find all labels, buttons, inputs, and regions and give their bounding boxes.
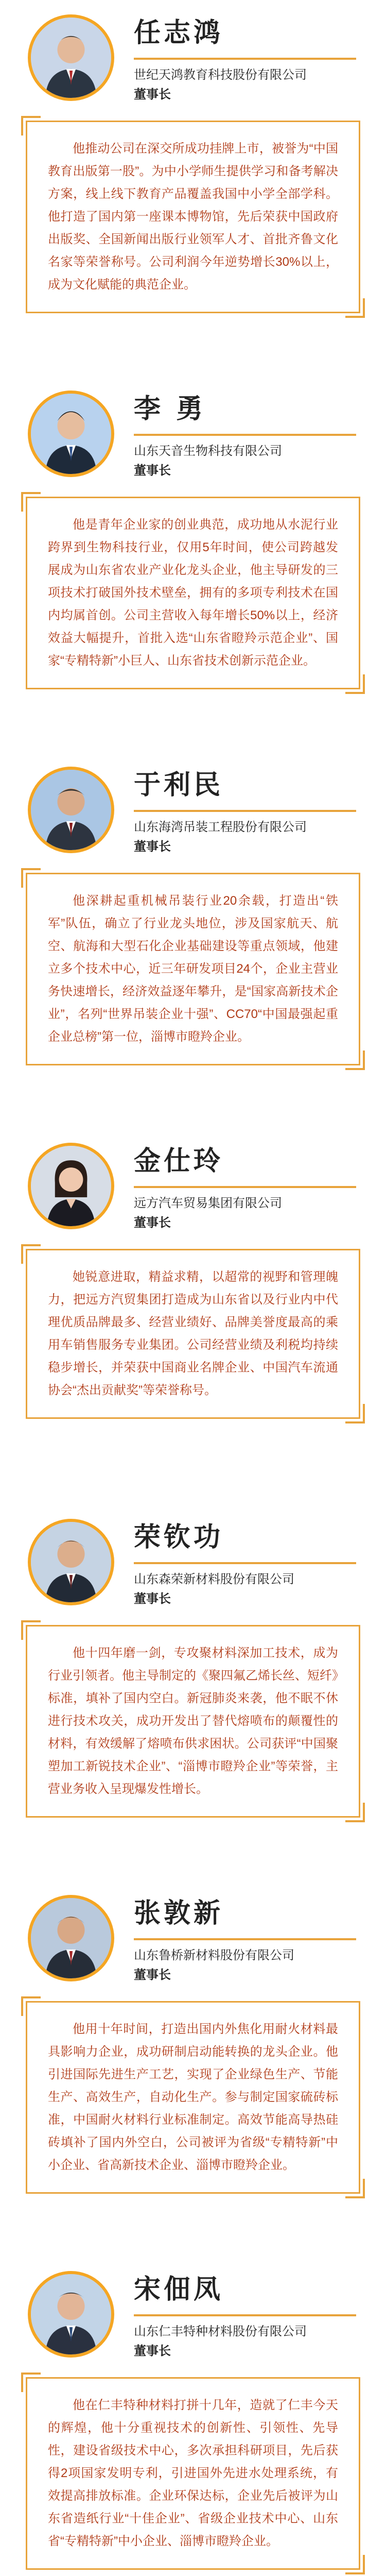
bio-frame <box>26 2377 360 2570</box>
person-name: 于利民 <box>134 769 224 801</box>
bio-frame <box>26 1625 360 1818</box>
name-underline <box>134 1938 356 1940</box>
profile-header <box>15 1504 371 1623</box>
company-name: 山东鲁桥新材料股份有限公司 <box>134 1948 294 1962</box>
job-title: 董事长 <box>134 1216 171 1230</box>
profile-header <box>15 2257 371 2375</box>
job-title: 董事长 <box>134 2344 171 2358</box>
person-name: 李 勇 <box>134 393 206 425</box>
company-name: 远方汽车贸易集团有限公司 <box>134 1196 282 1210</box>
portrait-photo <box>28 1895 114 1981</box>
bio-frame <box>26 497 360 689</box>
name-underline <box>134 434 356 436</box>
portrait-photo <box>28 767 114 853</box>
name-underline <box>134 1186 356 1188</box>
person-silhouette-icon <box>31 18 111 98</box>
job-title: 董事长 <box>134 88 171 101</box>
company-name: 山东海湾吊装工程股份有限公司 <box>134 820 307 834</box>
company-name: 山东天音生物科技有限公司 <box>134 444 282 458</box>
name-underline <box>134 58 356 60</box>
person-silhouette-icon <box>31 2274 111 2354</box>
bio-frame <box>26 121 360 313</box>
job-title: 董事长 <box>134 840 171 854</box>
profile-card <box>15 1504 371 1818</box>
company-name: 山东仁丰特种材料股份有限公司 <box>134 2325 307 2338</box>
portrait-photo <box>28 14 114 101</box>
bio-text: 他十四年磨一剑，专攻聚材料深加工技术，成为行业引领者。他主导制定的《聚四氟乙烯长丝、短纤》标准，填补了国内空白。新冠肺炎来袭，他不眠不休进行技术攻关，成功开发出了替代熔喷布的颠覆性的材料，有效缓解了熔喷布供求困状。公司获评“中国聚塑加工新锐技术企业”、“淄博市瞪羚企业”等荣誉，主营业务收入呈现爆发性增长。 <box>48 1646 338 1796</box>
job-title: 董事长 <box>134 1592 171 1606</box>
person-name: 任志鸿 <box>134 17 224 48</box>
portrait-photo <box>28 1519 114 1605</box>
bio-text: 她锐意进取，精益求精，以超常的视野和管理魄力，把远方汽贸集团打造成为山东省以及行业内中代理优质品牌最多、经营业绩好、品牌美誉度最高的乘用车销售服务专业集团。公司经营业绩及利税均持续稳步增长，并荣获中国商业名牌企业、中国汽车流通协会“杰出贡献奖”等荣誉称号。 <box>48 1270 338 1397</box>
bio-text: 他在仁丰特种材料打拼十几年，造就了仁丰今天的辉煌，他十分重视技术的创新性、引领性、先导性，建设省级技术中心，多次承担科研项目，先后获得2项国家发明专利，引进国外先进水处理系统，有效提高排放标准。企业环保达标，企业先后被评为山东省造纸行业“十佳企业”、省级企业技术中心、山东省“专精特新”中小企业、淄博市瞪羚企业。 <box>48 2398 338 2548</box>
profile-header <box>15 0 371 118</box>
profile-card <box>15 376 371 689</box>
person-silhouette-icon <box>31 394 111 474</box>
profile-header <box>15 1880 371 1999</box>
person-name: 张敦新 <box>134 1897 224 1929</box>
bio-frame <box>26 1249 360 1419</box>
profile-card <box>15 0 371 313</box>
profile-header <box>15 376 371 495</box>
profile-card <box>15 752 371 1065</box>
company-name: 山东森荣新材料股份有限公司 <box>134 1572 294 1586</box>
person-silhouette-icon <box>31 1898 111 1978</box>
profile-card <box>15 1128 371 1419</box>
bio-text: 他是青年企业家的创业典范，成功地从水泥行业跨界到生物科技行业，仅用5年时间，使公司跨越发展成为山东省农业产业化龙头企业，他主导研发的三项技术打破国外技术壁垒，拥有的多项专利技术在国内均属首创。公司主营收入每年增长50%以上，经济效益大幅提升，首批入选“山东省瞪羚示范企业”、国家“专精特新”小巨人、山东省技术创新示范企业。 <box>48 518 338 668</box>
name-underline <box>134 2314 356 2316</box>
job-title: 董事长 <box>134 464 171 478</box>
profile-card <box>15 1880 371 2194</box>
portrait-photo <box>28 391 114 477</box>
portrait-photo <box>28 2271 114 2358</box>
profile-card <box>15 2257 371 2570</box>
company-name: 世纪天鸿教育科技股份有限公司 <box>134 68 307 82</box>
person-silhouette-icon <box>31 1522 111 1602</box>
bio-text: 他用十年时间，打造出国内外焦化用耐火材料最具影响力企业，成功研制启动能转换的龙头企业。他引进国际先进生产工艺，实现了企业绿色生产、节能生产、高效生产，自动化生产。参与制定国家硫砖标准，中国耐火材料行业标准制定。高效节能高导热硅砖填补了国内外空白，公司被评为省级“专精特新”中小企业、省高新技术企业、淄博市瞪羚企业。 <box>48 2022 338 2172</box>
person-name: 荣钦功 <box>134 1521 224 1553</box>
name-underline <box>134 810 356 812</box>
name-underline <box>134 1562 356 1564</box>
bio-frame <box>26 2001 360 2194</box>
person-silhouette-icon <box>31 1146 111 1226</box>
person-silhouette-icon <box>31 770 111 850</box>
bio-text: 他推动公司在深交所成功挂牌上市，被誉为“中国教育出版第一股”。为中小学师生提供学习和备考解决方案，线上线下教育产品覆盖我国中小学全部学科。他打造了国内第一座课本博物馆，先后荣获中国政府出版奖、全国新闻出版行业领军人才、首批齐鲁文化名家等荣誉称号。公司利润今年逆势增长30%以上，成为文化赋能的典范企业。 <box>48 142 338 292</box>
bio-frame <box>26 873 360 1065</box>
bio-text: 他深耕起重机械吊装行业20余载，打造出“铁军”队伍，确立了行业龙头地位，涉及国家航天、航空、航海和大型石化企业基础建设等重点领域，他建立多个技术中心，近三年研发项目24个，企业主营业务快速增长，经济效益逐年攀升，是“国家高新技术企业”，名列“世界吊装企业十强”、CC70“中国最强起重企业总榜”第一位，淄博市瞪羚企业。 <box>48 894 338 1044</box>
job-title: 董事长 <box>134 1968 171 1982</box>
profile-header <box>15 752 371 871</box>
portrait-photo <box>28 1143 114 1229</box>
person-name: 金仕玲 <box>134 1145 224 1177</box>
person-name: 宋佃凤 <box>134 2274 224 2305</box>
profile-header <box>15 1128 371 1247</box>
